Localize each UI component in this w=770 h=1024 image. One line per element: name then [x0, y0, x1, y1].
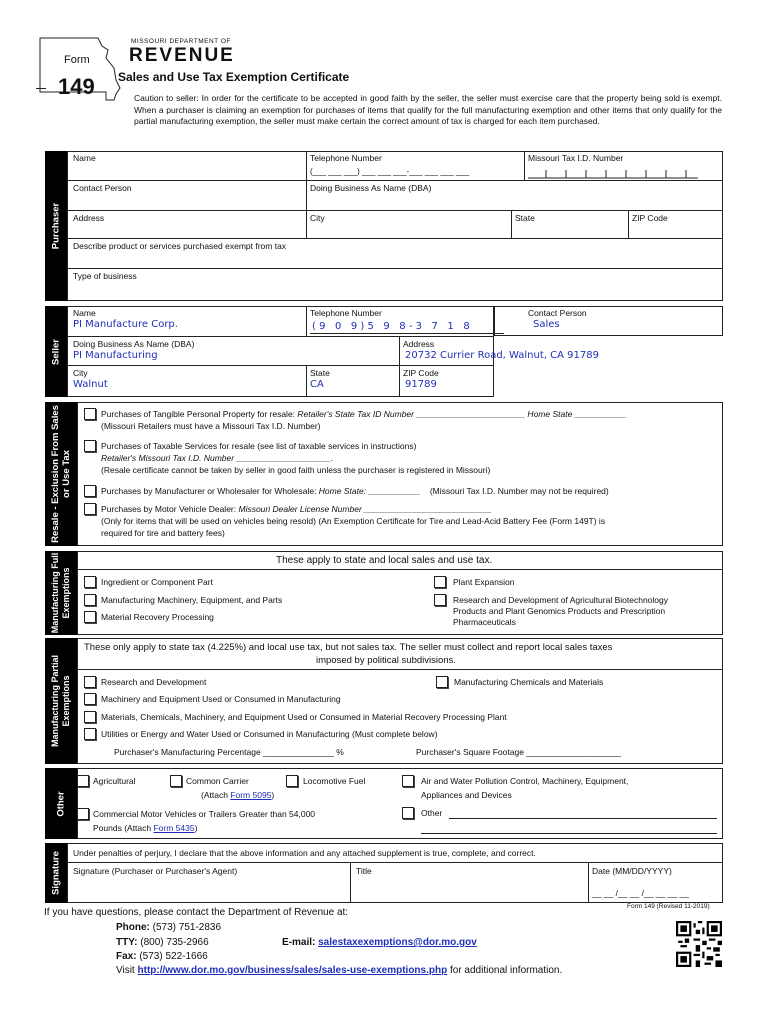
mfg-plant-expansion-checkbox[interactable] [434, 576, 446, 588]
other-agricultural-checkbox[interactable] [77, 775, 89, 787]
resale-section-label: Resale - Exclusion From Sales or Use Tax [45, 402, 77, 546]
mfg-machinery-checkbox[interactable] [84, 594, 96, 606]
partial-percentage-field[interactable]: Purchaser's Manufacturing Percentage _______________ % [114, 747, 344, 757]
resale-services-checkbox[interactable] [84, 440, 96, 452]
mfg-full-section-label: Manufacturing Full Exemptions [45, 551, 77, 635]
tax-id-digit-boxes [528, 167, 698, 179]
partial-materials-checkbox[interactable] [84, 711, 96, 723]
form-revision: Form 149 (Revised 11-2019) [627, 903, 710, 910]
partial-machinery-checkbox[interactable] [84, 693, 96, 705]
other-section-label: Other [45, 768, 77, 839]
seller-contact-label: Contact Person [528, 308, 587, 318]
partial-chemicals-checkbox[interactable] [436, 676, 448, 688]
form-title: Sales and Use Tax Exemption Certificate [118, 70, 350, 84]
agency-logo: REVENUE [129, 45, 235, 66]
mfg-rd-agri-option: Research and Development of Agricultural Biotechnology [453, 595, 668, 605]
resale-services-taxid: Retailer's Missouri Tax I.D. Number ____________________. [101, 453, 334, 463]
other-common-carrier-option: Common Carrier [186, 776, 249, 786]
purchaser-city-field[interactable]: City [310, 213, 325, 223]
mfg-partial-heading-2: imposed by political subdivisions. [316, 655, 456, 666]
purchaser-zip-field[interactable]: ZIP Code [632, 213, 668, 223]
fax-line: Fax: (573) 522-1666 [116, 951, 208, 962]
purchaser-tax-id-field[interactable]: Missouri Tax I.D. Number [528, 153, 624, 163]
mfg-rd-agri-checkbox[interactable] [434, 594, 446, 606]
resale-tangible-option: Purchases of Tangible Personal Property for resale: Retailer's State Tax ID Number _______________________ Home State ___________ [101, 409, 627, 419]
purchaser-describe-field[interactable]: Describe product or services purchased exempt from tax [73, 241, 287, 251]
resale-services-note: (Resale certificate cannot be taken by seller in good faith unless the purchaser is registered in Missouri) [101, 465, 491, 475]
resale-tangible-note: (Missouri Retailers must have a Missouri Tax I.D. Number) [101, 421, 321, 431]
tty-line: TTY: (800) 735-2966 [116, 937, 209, 948]
purchaser-type-business-field[interactable]: Type of business [73, 271, 137, 281]
form-number: 149 [58, 74, 95, 99]
other-common-carrier-attach: (Attach Form 5095) [201, 790, 275, 800]
partial-materials-option: Materials, Chemicals, Machinery, and Equipment Used or Consumed in Material Recovery Processing Plant [101, 712, 507, 722]
resale-wholesale-option: Purchases by Manufacturer or Wholesaler for Wholesale: Home State: ___________ (Missouri Tax I.D. Number may not be required) [101, 486, 609, 496]
seller-zip-value[interactable]: 91789 [405, 379, 437, 390]
mfg-ingredient-checkbox[interactable] [84, 576, 96, 588]
mfg-partial-section-label: Manufacturing Partial Exemptions [45, 638, 77, 764]
seller-contact-value[interactable]: Sales [533, 319, 560, 330]
resale-dealer-option: Purchases by Motor Vehicle Dealer: Missouri Dealer License Number ___________________________ [101, 504, 492, 514]
date-mask: __ __ /__ __ /__ __ __ __ [592, 888, 689, 898]
seller-phone-underline [310, 333, 504, 334]
signature-declaration: Under penalties of perjury, I declare that the above information and any attached supplement is true, complete, and correct. [73, 848, 536, 858]
other-air-water-option-2: Appliances and Devices [421, 790, 512, 800]
partial-rd-option: Research and Development [101, 677, 207, 687]
visit-line: Visit http://www.dor.mo.gov/business/sales/sales-use-exemptions.php for additional information. [116, 965, 563, 976]
seller-phone-label: Telephone Number [310, 308, 382, 318]
seller-address-value[interactable]: 20732 Currier Road, Walnut, CA 91789 [405, 350, 599, 361]
email-line: E-mail: salestaxexemptions@dor.mo.gov [282, 937, 477, 948]
mfg-rd-agri-option-2: Products and Plant Genomics Products and Prescription [453, 606, 666, 616]
other-other-line[interactable] [449, 818, 717, 819]
partial-square-footage-field[interactable]: Purchaser's Square Footage ____________________ [416, 747, 621, 757]
purchaser-contact-field[interactable]: Contact Person [73, 183, 132, 193]
seller-name-value[interactable]: PI Manufacture Corp. [73, 319, 178, 330]
date-field[interactable]: Date (MM/DD/YYYY) [592, 866, 672, 876]
other-commercial-attach: Pounds (Attach Form 5435) [93, 823, 198, 833]
form-5435-link[interactable]: Form 5435 [153, 823, 195, 833]
seller-zip-label: ZIP Code [403, 368, 439, 378]
other-agricultural-option: Agricultural [93, 776, 136, 786]
other-commercial-option: Commercial Motor Vehicles or Trailers Greater than 54,000 [93, 809, 316, 819]
other-air-water-option: Air and Water Pollution Control, Machinery, Equipment, [421, 776, 629, 786]
seller-dba-label: Doing Business As Name (DBA) [73, 339, 195, 349]
partial-utilities-option: Utilities or Energy and Water Used or Consumed in Manufacturing (Must complete below) [101, 729, 438, 739]
resale-dealer-note: (Only for items that will be used on vehicles being resold) (An Exemption Certificate for Tire and Lead-Acid Battery Fee (Form 149T) is [101, 516, 606, 526]
website-link[interactable]: http://www.dor.mo.gov/business/sales/sales-use-exemptions.php [137, 965, 448, 976]
qr-code-icon [676, 921, 722, 967]
form-5095-link[interactable]: Form 5095 [230, 790, 272, 800]
seller-name-label: Name [73, 308, 96, 318]
purchaser-name-field[interactable]: Name [73, 153, 96, 163]
seller-phone-value[interactable]: ( 9 0 9 ) 5 9 8 - 3 7 1 8 [312, 321, 470, 332]
seller-section-label: Seller [45, 306, 67, 397]
other-common-carrier-checkbox[interactable] [170, 775, 182, 787]
other-other-line-2[interactable] [421, 833, 717, 834]
seller-state-label: State [310, 368, 330, 378]
other-other-checkbox[interactable] [402, 807, 414, 819]
form-number-dash [36, 88, 46, 89]
mfg-recovery-checkbox[interactable] [84, 611, 96, 623]
purchaser-telephone-mask: (___ ___ ___) ___ ___ ___-___ ___ ___ ___ [310, 167, 470, 176]
other-other-option: Other [421, 808, 443, 818]
email-link[interactable]: salestaxexemptions@dor.mo.gov [318, 937, 477, 948]
other-air-water-checkbox[interactable] [402, 775, 414, 787]
agency-small: MISSOURI DEPARTMENT OF [131, 38, 231, 45]
seller-city-value[interactable]: Walnut [73, 379, 108, 390]
mfg-machinery-option: Manufacturing Machinery, Equipment, and Parts [101, 595, 283, 605]
purchaser-section-label: Purchaser [45, 151, 67, 301]
title-field[interactable]: Title [356, 866, 372, 876]
signature-field[interactable]: Signature (Purchaser or Purchaser's Agent) [73, 866, 238, 876]
form-word: Form [64, 54, 90, 66]
other-locomotive-checkbox[interactable] [286, 775, 298, 787]
seller-city-label: City [73, 368, 88, 378]
other-locomotive-option: Locomotive Fuel [303, 776, 366, 786]
mfg-plant-expansion-option: Plant Expansion [453, 577, 515, 587]
mfg-partial-heading: These only apply to state tax (4.225%) and local use tax, but not sales tax. The seller must collect and report local sales taxes [84, 642, 613, 653]
mfg-ingredient-option: Ingredient or Component Part [101, 577, 213, 587]
resale-dealer-note-2: required for tire and battery fees) [101, 528, 225, 538]
partial-chemicals-option: Manufacturing Chemicals and Materials [454, 677, 604, 687]
purchaser-telephone-field[interactable]: Telephone Number [310, 153, 382, 163]
questions-text: If you have questions, please contact the Department of Revenue at: [44, 907, 349, 918]
mfg-recovery-option: Material Recovery Processing [101, 612, 214, 622]
seller-address-label: Address [403, 339, 435, 349]
mfg-rd-agri-option-3: Pharmaceuticals [453, 617, 516, 627]
purchaser-state-field[interactable]: State [515, 213, 535, 223]
purchaser-address-field[interactable]: Address [73, 213, 105, 223]
resale-wholesale-checkbox[interactable] [84, 485, 96, 497]
partial-machinery-option: Machinery and Equipment Used or Consumed in Manufacturing [101, 694, 341, 704]
seller-state-value[interactable]: CA [310, 379, 324, 390]
signature-section-label: Signature [45, 843, 67, 903]
resale-services-option: Purchases of Taxable Services for resale (see list of taxable services in instructions) [101, 441, 417, 451]
resale-tangible-checkbox[interactable] [84, 408, 96, 420]
partial-rd-checkbox[interactable] [84, 676, 96, 688]
other-commercial-checkbox[interactable] [77, 808, 89, 820]
seller-dba-value[interactable]: PI Manufacturing [73, 350, 158, 361]
resale-dealer-checkbox[interactable] [84, 503, 96, 515]
phone-line: Phone: (573) 751-2836 [116, 922, 222, 933]
caution-text: Caution to seller: In order for the certificate to be accepted in good faith by the seller, the seller must exercise care that the property being sold is exempt. When a purchaser is claiming an exemption for purchases of items that qualify for the full manufacturing exemption and other items that only qualify for the partial manufacturing exemption, the seller must make certain the correct amount of tax is charged for each item purchased. [134, 93, 722, 126]
mfg-full-heading: These apply to state and local sales and use tax. [276, 555, 493, 566]
partial-utilities-checkbox[interactable] [84, 728, 96, 740]
purchaser-dba-field[interactable]: Doing Business As Name (DBA) [310, 183, 432, 193]
